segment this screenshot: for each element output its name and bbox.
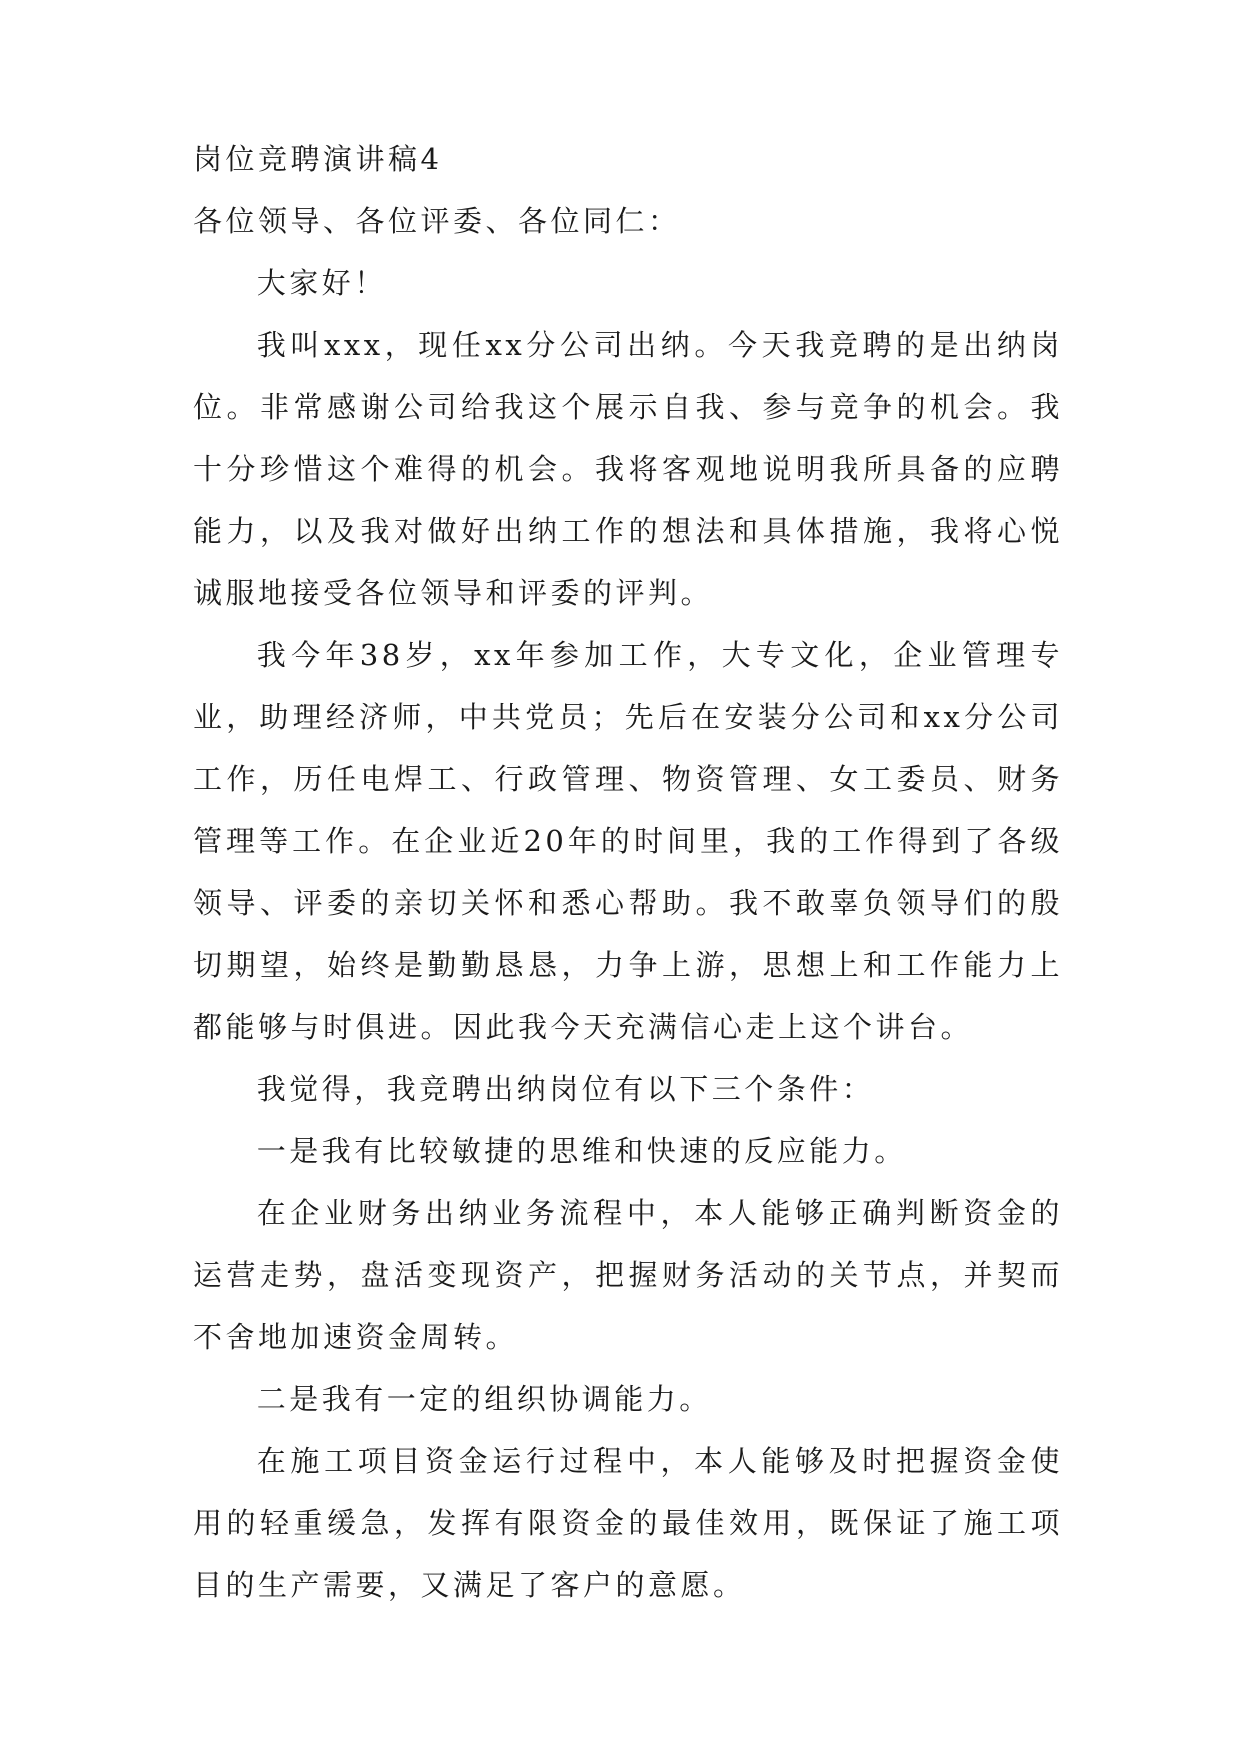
paragraph-condition-one-detail: 在企业财务出纳业务流程中，本人能够正确判断资金的运营走势，盘活变现资产，把握财务活动的关节点，并契而不舍地加速资金周转。 (193, 1196, 1063, 1354)
paragraph-background: 我今年38岁，xx年参加工作，大专文化，企业管理专业，助理经济师，中共党员；先后在安装分公司和xx分公司工作，历任电焊工、行政管理、物资管理、女工委员、财务管理等工作。在企业近20年的时间里，我的工作得到了各级领导、评委的亲切关怀和悉心帮助。我不敢辜负领导们的殷切期望，始终是勤勤恳恳，力争上游，思想上和工作能力上都能够与时俱进。因此我今天充满信心走上这个讲台。 (193, 638, 1063, 1044)
salutation: 各位领导、各位评委、各位同仁： (193, 204, 681, 238)
document-body (193, 128, 1063, 1616)
paragraph-greeting: 大家好！ (256, 266, 387, 300)
paragraph-condition-two-detail: 在施工项目资金运行过程中，本人能够及时把握资金使用的轻重缓急，发挥有限资金的最佳效用，既保证了施工项目的生产需要，又满足了客户的意愿。 (193, 1444, 1063, 1602)
paragraph-conditions-intro: 我觉得，我竞聘出纳岗位有以下三个条件： (256, 1072, 875, 1106)
paragraph-condition-one: 一是我有比较敏捷的思维和快速的反应能力。 (256, 1134, 907, 1168)
document-title: 岗位竞聘演讲稿4 (193, 142, 443, 176)
paragraph-condition-two: 二是我有一定的组织协调能力。 (256, 1382, 712, 1416)
paragraph-introduction: 我叫xxx，现任xx分公司出纳。今天我竞聘的是出纳岗位。非常感谢公司给我这个展示自我、参与竞争的机会。我十分珍惜这个难得的机会。我将客观地说明我所具备的应聘能力，以及我对做好出纳工作的想法和具体措施，我将心悦诚服地接受各位领导和评委的评判。 (193, 328, 1063, 610)
